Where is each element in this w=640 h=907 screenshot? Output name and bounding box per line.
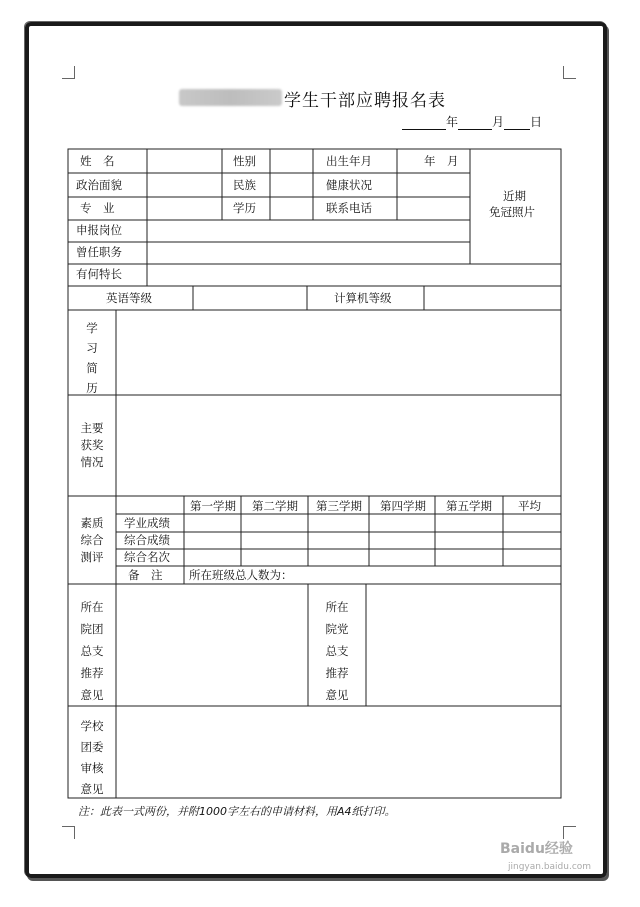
name-label: 姓 名 <box>80 154 115 168</box>
specialty-label: 有何特长 <box>76 267 122 281</box>
photo-label-line1: 近期 <box>503 189 526 203</box>
semester-average: 平均 <box>518 499 541 513</box>
major-label: 专 业 <box>80 201 115 215</box>
watermark-url: jingyan.baidu.com <box>508 862 592 872</box>
eval-item-rank: 综合名次 <box>124 550 170 564</box>
semester-4: 第四学期 <box>380 499 426 513</box>
remark-label: 备 注 <box>128 568 163 582</box>
education-label: 学历 <box>233 201 256 215</box>
position-label: 申报岗位 <box>76 223 122 237</box>
semester-5: 第五学期 <box>446 499 492 513</box>
date-line: 年 月 日 <box>402 113 542 130</box>
eval-item-overall: 综合成绩 <box>124 533 170 547</box>
form-title: 学生干部应聘报名表 <box>284 91 446 111</box>
eval-label: 素质 综合 测评 <box>80 516 104 564</box>
opinion-left-label: 所在 院团 总支 推荐 意见 <box>80 600 104 702</box>
birth-label: 出生年月 <box>326 154 372 168</box>
awards-label: 主要 获奖 情况 <box>80 421 104 469</box>
semester-1: 第一学期 <box>190 499 236 513</box>
ethnicity-label: 民族 <box>233 178 256 192</box>
computer-label: 计算机等级 <box>334 291 392 305</box>
semester-3: 第三学期 <box>316 499 362 513</box>
political-label: 政治面貌 <box>76 178 122 192</box>
semester-2: 第二学期 <box>252 499 298 513</box>
remark-text: 所在班级总人数为： <box>189 568 293 582</box>
birth-ym-label: 年 月 <box>424 154 459 168</box>
held-post-label: 曾任职务 <box>76 245 122 259</box>
school-label: 学校 团委 审核 意见 <box>80 719 104 796</box>
health-label: 健康状况 <box>326 178 372 192</box>
eval-item-grades: 学业成绩 <box>124 516 170 530</box>
phone-label: 联系电话 <box>326 201 372 215</box>
study-label: 学 习 简 历 <box>86 321 98 395</box>
footnote: 注：此表一式两份，并附1000字左右的申请材料，用A4纸打印。 <box>78 805 396 818</box>
gender-label: 性别 <box>233 154 256 168</box>
photo-label-line2: 免冠照片 <box>489 205 535 219</box>
opinion-right-label: 所在 院党 总支 推荐 意见 <box>325 600 349 702</box>
english-label: 英语等级 <box>106 291 152 305</box>
watermark-brand: Baidu经验 <box>500 841 573 857</box>
